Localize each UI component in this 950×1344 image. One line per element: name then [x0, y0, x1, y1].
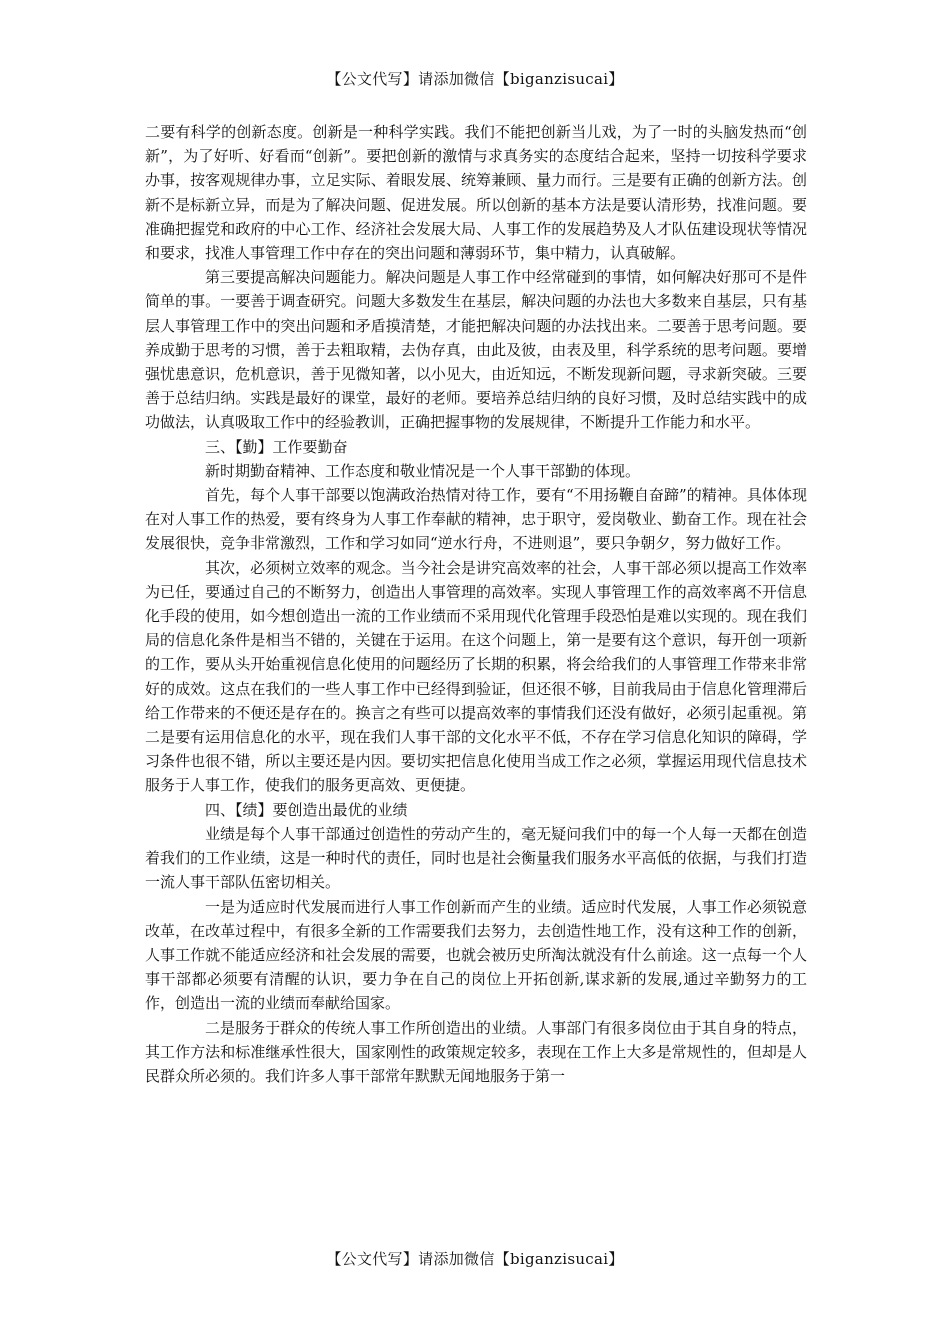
paragraph-6: 其次，必须树立效率的观念。当今社会是讲究高效率的社会，人事干部必须以提高工作效率为已任，要通过自己的不断努力，创造出人事管理的高效率。实现人事管理工作的高效率离不开信息化手段的使用，如今想创造出一流的工作业绩而不采用现代化管理手段恐怕是难以实现的。现在我们局的信息化条件是相当不错的，关键在于运用。在这个问题上，第一是要有这个意识，每开创一项新的工作，要从头开始重视信息化使用的问题经历了长期的积累，将会给我们的人事管理工作带来非常好的成效。这点在我们的一些人事工作中已经得到验证，但还很不够，目前我局由于信息化管理滞后给工作带来的不便还是存在的。换言之有些可以提高效率的事情我们还没有做好，必须引起重视。第二是要有运用信息化的水平，现在我们人事干部的文化水平不低，不存在学习信息化知识的障碍，学习条件也很不错，所以主要还是内因。要切实把信息化使用当成工作之必须，掌握运用现代信息技术服务于人事工作，使我们的服务更高效、更便捷。 [145, 558, 807, 795]
paragraph-8: 业绩是每个人事干部通过创造性的劳动产生的，毫无疑问我们中的每一个人每一天都在创造着我们的工作业绩，这是一种时代的责任，同时也是社会衡量我们服务水平高低的依据，与我们打造一流人事干部队伍密切相关。 [145, 824, 807, 892]
paragraph-5: 首先，每个人事干部要以饱满政治热情对待工作，要有“不用扬鞭自奋蹄”的精神。具体体现在对人事工作的热爱，要有终身为人事工作奉献的精神，忠于职守，爱岗敬业、勤奋工作。现在社会发展很快，竞争非常激烈，工作和学习如同“逆水行舟，不进则退”，要只争朝夕，努力做好工作。 [145, 486, 807, 553]
paragraph-4: 新时期勤奋精神、工作态度和敬业情况是一个人事干部勤的体现。 [205, 461, 641, 480]
document-body [145, 120, 807, 1088]
paragraph-10: 二是服务于群众的传统人事工作所创造出的业绩。人事部门有很多岗位由于其自身的特点，其工作方法和标准继承性很大，国家刚性的政策规定较多，表现在工作上大多是常规性的，但却是人民群众所必须的。我们许多人事干部常年默默无闻地服务于第一 [145, 1018, 807, 1085]
paragraph-9: 一是为适应时代发展而进行人事工作创新而产生的业绩。适应时代发展，人事工作必须锐意改革，在改革过程中，有很多全新的工作需要我们去努力，去创造性地工作，没有这种工作的创新，人事工作就不能适应经济和社会发展的需要，也就会被历史所淘汰就没有什么前途。这一点每一个人事干部都必须要有清醒的认识，要力争在自己的岗位上开拓创新,谋求新的发展,通过辛勤努力的工作，创造出一流的业绩而奉献给国家。 [145, 897, 807, 1013]
page-footer: 【公文代写】请添加微信【biganzisucai】 [326, 1250, 624, 1268]
paragraph-2: 第三要提高解决问题能力。解决问题是人事工作中经常碰到的事情，如何解决好那可不是件简单的事。一要善于调查研究。问题大多数发生在基层，解决问题的办法也大多数来自基层，只有基层人事管理工作中的突出问题和矛盾摸清楚，才能把解决问题的办法找出来。二要善于思考问题。要养成勤于思考的习惯，善于去粗取精，去伪存真，由此及彼，由表及里，科学系统的思考问题。要增强忧患意识，危机意识，善于见微知著，以小见大，由近知远，不断发现新问题，寻求新突破。三要善于总结归纳。实践是最好的课堂，最好的老师。要培养总结归纳的良好习惯，及时总结实践中的成功做法，认真吸取工作中的经验教训，正确把握事物的发展规律，不断提升工作能力和水平。 [145, 268, 807, 432]
section-heading-3: 三、【勤】工作要勤奋 [205, 437, 348, 456]
paragraph-1: 二要有科学的创新态度。创新是一种科学实践。我们不能把创新当儿戏，为了一时的头脑发热而“创新”，为了好听、好看而“创新”。要把创新的激情与求真务实的态度结合起来，坚持一切按科学要求办事，按客观规律办事，立足实际、着眼发展、统筹兼顾、量力而行。三是要有正确的创新方法。创新不是标新立异，而是为了解决问题、促进发展。所以创新的基本方法是要认清形势，找准问题。要准确把握党和政府的中心工作、经济社会发展大局、人事工作的发展趋势及人才队伍建设现状等情况和要求，找准人事管理工作中存在的突出问题和薄弱环节，集中精力，认真破解。 [145, 123, 807, 263]
page-header: 【公文代写】请添加微信【biganzisucai】 [326, 70, 624, 88]
section-heading-4: 四、【绩】要创造出最优的业绩 [205, 800, 408, 819]
